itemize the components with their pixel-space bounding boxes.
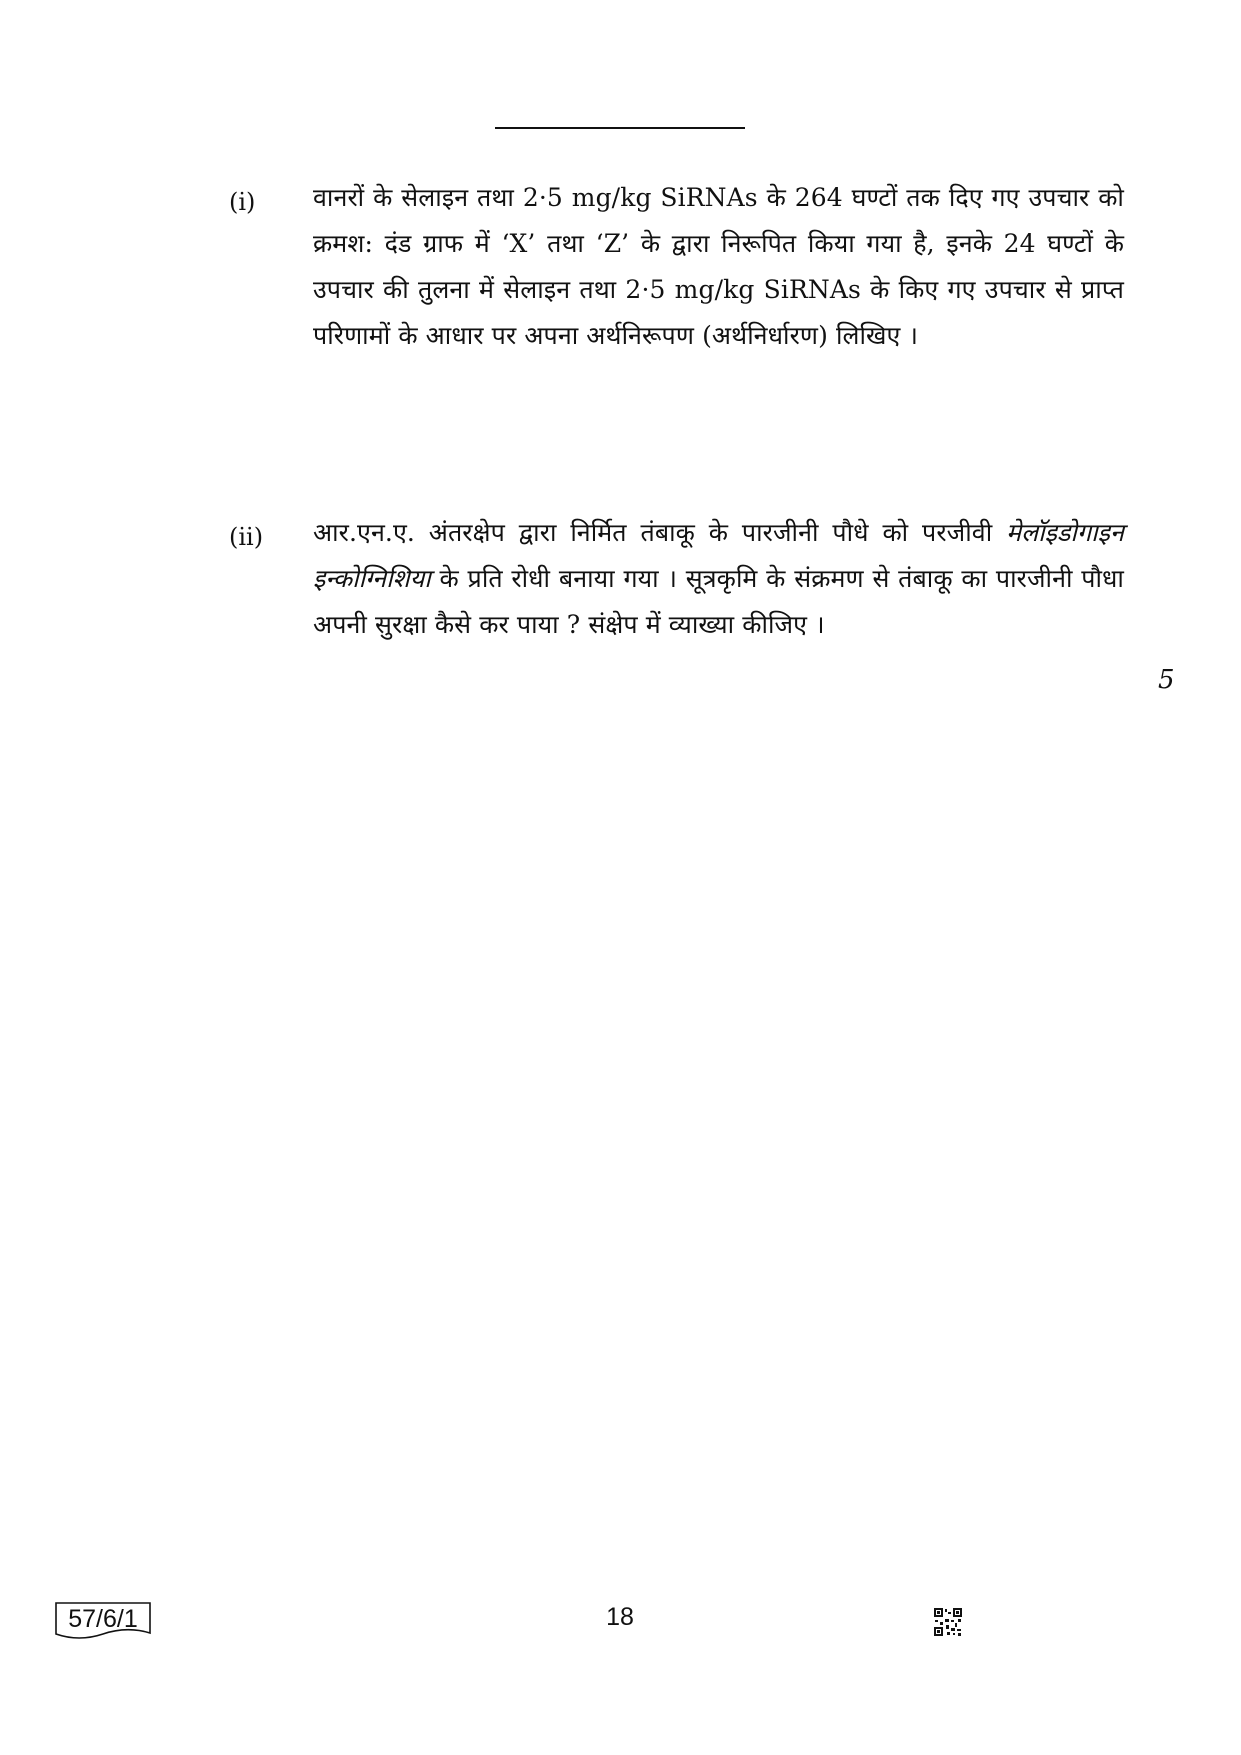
question-ii-text-after: के प्रति रोधी बनाया गया । सूत्रकृमि के संक्रमण से तंबाकू का पारजीनी पौधा अपनी सुरक्षा कैसे कर पाया ? संक्षेप में व्याख्या कीजिए । bbox=[313, 564, 1124, 639]
question-i bbox=[229, 175, 1124, 359]
qr-code-icon bbox=[933, 1607, 963, 1637]
question-i-number: (i) bbox=[229, 188, 256, 216]
question-ii bbox=[229, 510, 1124, 648]
page-number: 18 bbox=[606, 1603, 634, 1631]
paper-code-box bbox=[53, 1600, 153, 1638]
top-divider-rule bbox=[495, 127, 745, 129]
question-ii-text-before: आर.एन.ए. अंतरक्षेप द्वारा निर्मित तंबाकू के पारजीनी पौधे को परजीवी bbox=[313, 518, 1007, 547]
paper-code: 57/6/1 bbox=[68, 1605, 138, 1633]
question-ii-species-name: मेलॉइडोगाइन इन्कोग्निशिया bbox=[313, 518, 1124, 593]
question-marks: 5 bbox=[1158, 665, 1175, 695]
question-ii-number: (ii) bbox=[229, 523, 264, 551]
question-ii-text bbox=[313, 510, 1124, 648]
question-i-text: वानरों के सेलाइन तथा 2·5 mg/kg SiRNAs के 264 घण्टों तक दिए गए उपचार को क्रमश: दंड ग्राफ में ‘X’ तथा ‘Z’ के द्वारा निरूपित किया गया है, इनके 24 घण्टों के उपचार की तुलना में सेलाइन तथा 2·5 mg/kg SiRNAs के किए गए उपचार से प्राप्त परिणामों के आधार पर अपना अर्थनिरूपण (अर्थनिर्धारण) लिखिए । bbox=[313, 183, 1124, 350]
